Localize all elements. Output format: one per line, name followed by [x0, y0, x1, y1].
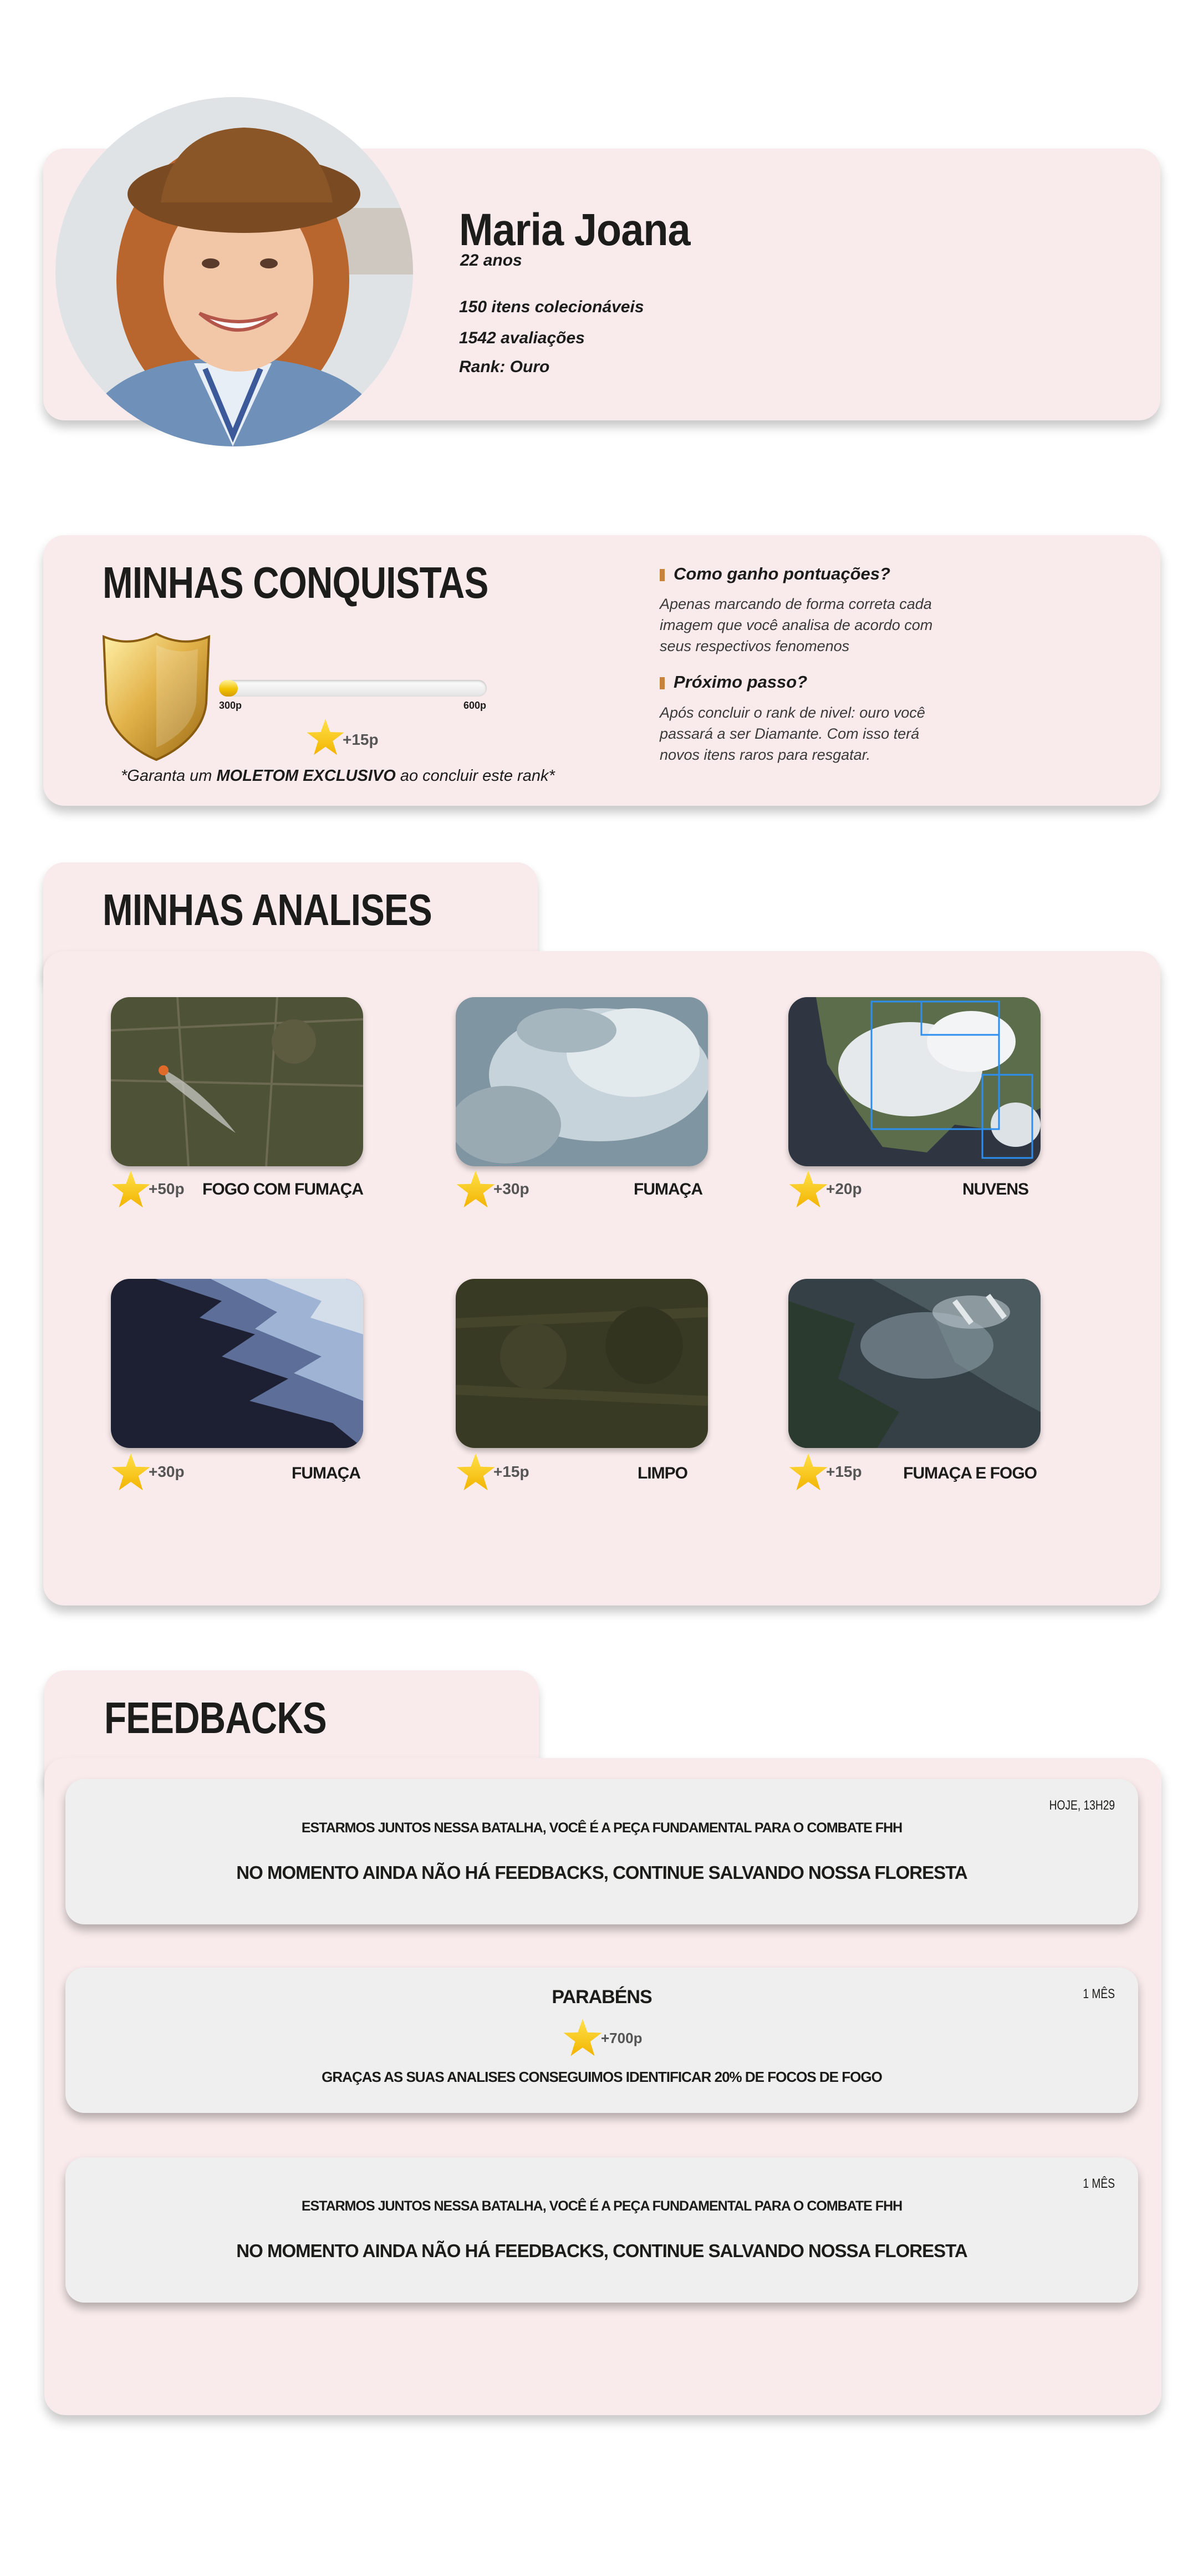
avatar[interactable] [55, 97, 413, 446]
feedbacks-title: FEEDBACKS [104, 1693, 327, 1742]
analysis-image-5[interactable] [456, 1279, 708, 1448]
analysis-points: +15p [493, 1463, 529, 1480]
feedback-line2: NO MOMENTO AINDA NÃO HÁ FEEDBACKS, CONTINUE SALVANDO NOSSA FLORESTA [236, 1862, 967, 1883]
star-icon [788, 1170, 828, 1208]
analysis-image-3[interactable] [788, 997, 1041, 1166]
analysis-image-1[interactable] [111, 997, 363, 1166]
feedback-line1: ESTARMOS JUNTOS NESSA BATALHA, VOCÊ É A PEÇA FUNDAMENTAL PARA O COMBATE FHH [301, 1820, 903, 1836]
progress-min-label: 300p [219, 700, 242, 711]
star-icon [111, 1453, 151, 1491]
analysis-label: FUMAÇA E FOGO [903, 1464, 1037, 1482]
analyses-title: MINHAS ANALISES [103, 885, 432, 934]
feedback-time: 1 MÊS [1083, 1986, 1115, 2001]
how-points-title [660, 564, 890, 584]
analysis-image-4[interactable] [111, 1279, 363, 1448]
feedback-card[interactable] [65, 1968, 1138, 2113]
next-step-title [660, 672, 807, 692]
analysis-label: FUMAÇA [634, 1180, 702, 1198]
bonus-points: +15p [343, 731, 379, 748]
analysis-points: +50p [149, 1180, 185, 1197]
analysis-label: FUMAÇA [292, 1464, 360, 1482]
next-step-body: Após concluir o rank de nivel: ouro você passará a ser Diamante. Com isso terá novos itens raros para resgatar. [660, 704, 925, 763]
bullet-marker [660, 569, 665, 581]
star-icon [788, 1453, 828, 1491]
analysis-label: LIMPO [638, 1464, 687, 1482]
note-prefix: *Garanta um [121, 767, 217, 785]
avatar-photo [55, 97, 413, 446]
feedback-line1: ESTARMOS JUNTOS NESSA BATALHA, VOCÊ É A PEÇA FUNDAMENTAL PARA O COMBATE FHH [301, 2198, 903, 2214]
analysis-points: +30p [149, 1463, 185, 1480]
star-icon [111, 1170, 151, 1208]
profile-collectibles: 150 itens colecionáveis [459, 298, 644, 316]
star-icon [306, 719, 345, 756]
profile-rank: Rank: Ouro [459, 358, 550, 376]
star-icon [456, 1453, 496, 1491]
next-step-title-text: Próximo passo? [674, 672, 808, 692]
progress-fill [219, 680, 238, 697]
feedback-heading: PARABÉNS [552, 1986, 652, 2008]
progress-track [219, 680, 487, 697]
achievement-note [121, 767, 555, 785]
analysis-label: FOGO COM FUMAÇA [202, 1180, 363, 1198]
progress-max-label: 600p [463, 700, 487, 711]
feedback-line2: NO MOMENTO AINDA NÃO HÁ FEEDBACKS, CONTINUE SALVANDO NOSSA FLORESTA [236, 2240, 967, 2261]
shield-icon [101, 631, 212, 761]
note-strong: MOLETOM EXCLUSIVO [216, 767, 396, 785]
feedback-points: +700p [601, 2030, 643, 2046]
analysis-points: +30p [493, 1180, 529, 1197]
feedback-time: HOJE, 13H29 [1049, 1798, 1115, 1813]
analysis-points: +20p [826, 1180, 862, 1197]
feedback-card[interactable] [65, 1779, 1138, 1924]
analysis-points: +15p [826, 1463, 862, 1480]
profile-reviews: 1542 avaliações [459, 329, 585, 347]
profile-age: 22 anos [460, 251, 522, 270]
analysis-image-2[interactable] [456, 997, 708, 1166]
star-icon [563, 2019, 603, 2057]
profile-name: Maria Joana [459, 205, 690, 255]
how-points-body: Apenas marcando de forma correta cada imagem que você analisa de acordo com seus respectivos fenomenos [660, 596, 933, 654]
analysis-image-6[interactable] [788, 1279, 1041, 1448]
star-icon [456, 1170, 496, 1208]
how-points-title-text: Como ganho pontuações? [674, 564, 890, 583]
bullet-marker [660, 677, 665, 689]
achievements-title: MINHAS CONQUISTAS [103, 558, 488, 607]
analysis-label: NUVENS [962, 1180, 1028, 1198]
feedback-time: 1 MÊS [1083, 2176, 1115, 2191]
feedback-card[interactable] [65, 2157, 1138, 2303]
note-suffix: ao concluir este rank* [395, 767, 555, 785]
feedback-body: GRAÇAS AS SUAS ANALISES CONSEGUIMOS IDENTIFICAR 20% DE FOCOS DE FOGO [322, 2069, 882, 2085]
